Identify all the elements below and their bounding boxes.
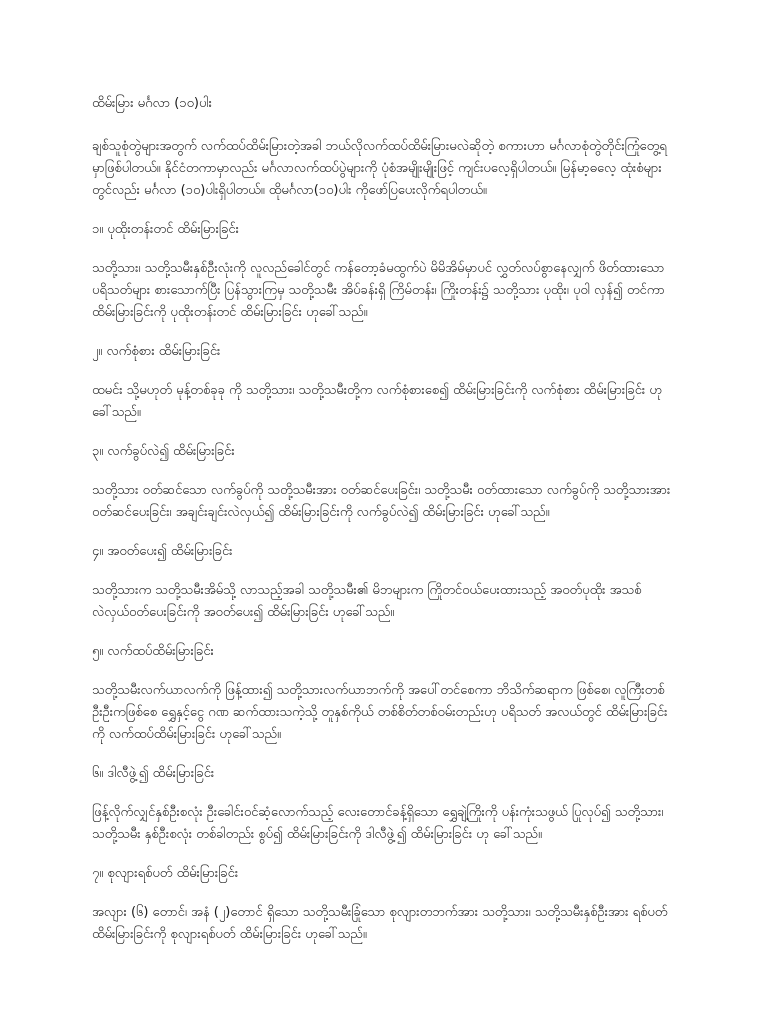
section-heading-7: ၇။ စုလျားရစ်ပတ် ထိမ်းမြားခြင်း [92,866,239,881]
section-heading-1: ၁။ ပုထိုးတန်းတင် ထိမ်းမြားခြင်း [92,222,239,237]
section-heading-3: ၃။ လက်ခွပ်လဲ၍ ထိမ်းမြားခြင်း [92,444,235,459]
intro-paragraph: ချစ်သူစုံတွဲများအတွက် လက်ထပ်ထိမ်းမြားတဲ့အခါ ဘယ်လိုလက်ထပ်ထိမ်းမြားမလဲဆိုတဲ့ စကားဟာ မင်္ဂလာစုံတွဲတိုင်းကြုံတွေ့ရမှာဖြစ်ပါတယ်။ နိုင်ငံတကာမှာလည်း မင်္ဂလာလက်ထပ်ပွဲများကို ပုံစံအမျိုးမျိုးဖြင့် ကျင်းပလေ့ရှိပါတယ်။ မြန်မာ့ဓလေ့ ထုံးစံများတွင်လည်း မင်္ဂလာ (၁၀)ပါးရှိပါတယ်။ ထိုမင်္ဂလာ(၁၀)ပါး ကိုဖော်ပြပေးလိုက်ရပါတယ်။ [92,139,667,198]
section-body-5: သတို့သမီးလက်ယာလက်ကို ဖြန့်ထား၍ သတို့သားလက်ယာဘက်ကို အပေါ်တင်စေကာ ဘိသိက်ဆရာက ဖြစ်စေ၊ လူကြီးတစ်ဦးဦးကဖြစ်စေ ရွှေနှင့်ငွေ ဂဏ ဆက်ထားသကဲ့သို့ တူနှစ်ကိုယ် တစ်စိတ်တစ်ဝမ်းတည်းဟု ပရိသတ် အလယ်တွင် ထိမ်းမြားခြင်းကို လက်ထပ်ထိမ်းမြားခြင်း ဟုခေါ်သည်။ [92,683,668,742]
section-body-1: သတို့သား၊ သတို့သမီးနှစ်ဦးလုံးကို လူလည်ခေါင်တွင် ကန်တော့ခံမထွက်ပဲ မိမိအိမ်မှာပင် လွှတ်လပ်စွာနေလျှက် ဖိတ်ထားသောပရိသတ်များ စားသောက်ပြီး ပြန်သွားကြမှ သတို့သမီး အိပ်ခန်းရှိ ကြိမ်တန်း၊ ကြိုးတန်း၌ သတို့သား ပုထိုး၊ ပုဝါ လှန်၍ တင်ကာထိမ်းမြားခြင်းကို ပုထိုးတန်းတင် ထိမ်းမြားခြင်း ဟုခေါ်သည်။ [92,261,665,320]
section-heading-2: ၂။ လက်စုံစား ထိမ်းမြားခြင်း [92,344,221,359]
section-body-2: ထမင်း သို့မဟုတ် မုန့်တစ်ခုခု ကို သတို့သား၊ သတို့သမီးတို့က လက်စုံစားစေ၍ ထိမ်းမြားခြင်းကို လက်စုံစား ထိမ်းမြားခြင်း ဟုခေါ်သည်။ [92,383,663,420]
section-body-3: သတို့သား ဝတ်ဆင်သော လက်ခွပ်ကို သတို့သမီးအား ဝတ်ဆင်ပေးခြင်း၊ သတို့သမီး ဝတ်ထားသော လက်ခွပ်ကို သတို့သားအား ဝတ်ဆင်ပေးခြင်း၊ အချင်းချင်းလဲလှယ်၍ ထိမ်းမြားခြင်းကို လက်ခွပ်လဲ၍ ထိမ်းမြားခြင်း ဟုခေါ်သည်။ [92,483,671,520]
section-heading-5: ၅။ လက်ထပ်ထိမ်းမြားခြင်း [92,644,214,659]
section-body-6: ဖြန့်လိုက်လျှင်နှစ်ဦးစလုံး ဦးခေါင်းဝင်ဆံ့လောက်သည့် လေးတောင်ခန့်ရှိသော ရွှေချဲ့ကြိုးကို ပန်းကုံးသဖွယ် ပြုလုပ်၍ သတို့သား၊ သတို့သမီး နှစ်ဦးစလုံး တစ်ခါတည်း စွပ်၍ ထိမ်းမြားခြင်းကို ဒါလီဖွဲ့၍ ထိမ်းမြားခြင်း ဟု ခေါ်သည်။ [92,805,664,842]
document-title: ထိမ်းမြား မင်္ဂလာ (၁၀)ပါး [92,96,212,111]
section-heading-4: ၄။ အဝတ်ပေး၍ ထိမ်းမြားခြင်း [92,544,233,559]
section-body-7: အလျား (၆) တောင်၊ အနံ (၂)တောင် ရှိသော သတို့သမီးခြုံသော စုလျားတဘက်အား သတို့သား၊ သတို့သမီးနှစ်ဦးအား ရစ်ပတ်ထိမ်းမြားခြင်းကို စုလျားရစ်ပတ် ထိမ်းမြားခြင်း ဟုခေါ်သည်။ [92,905,668,942]
section-heading-6: ၆။ ဒါလီဖွဲ့၍ ထိမ်းမြားခြင်း [92,766,215,781]
section-body-4: သတို့သားက သတို့သမီးအိမ်သို့ လာသည့်အခါ သတို့သမီး၏ မိဘများက ကြိုတင်ဝယ်ပေးထားသည့် အဝတ်ပုထိုး အသစ် လဲလှယ်ဝတ်ပေးခြင်းကို အဝတ်ပေး၍ ထိမ်းမြားခြင်း ဟုခေါ်သည်။ [92,583,642,620]
